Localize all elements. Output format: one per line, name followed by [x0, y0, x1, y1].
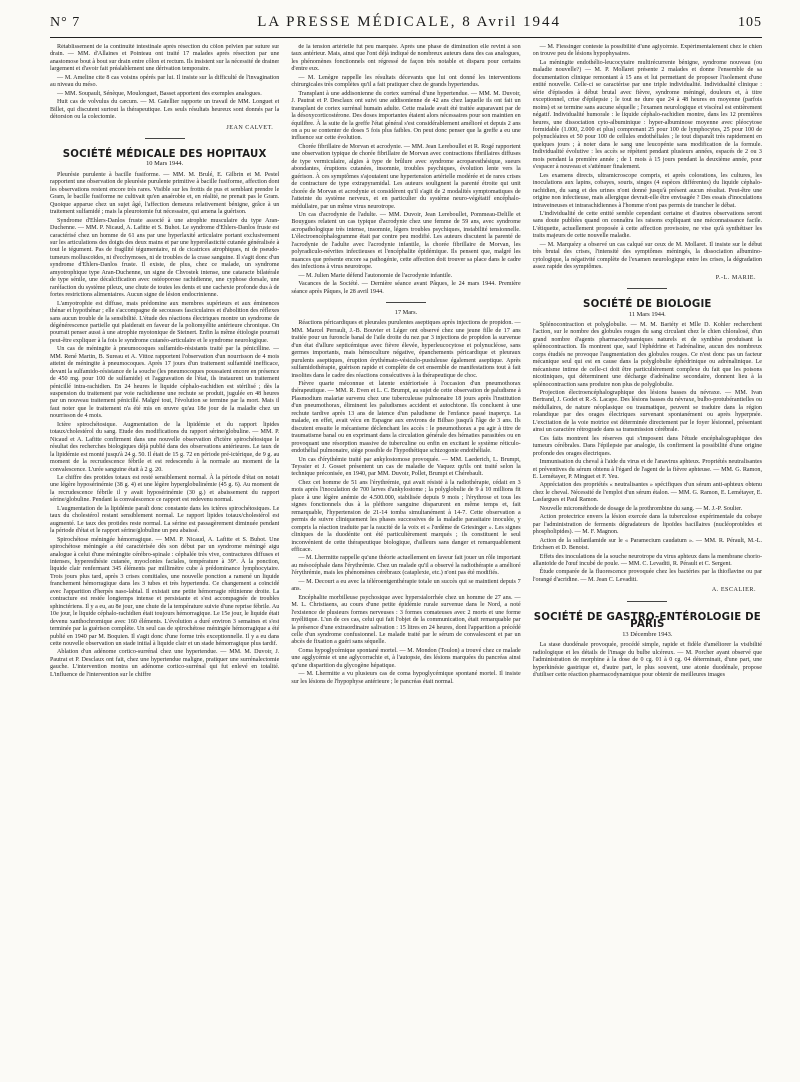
abstract-paragraph: L'augmentation de la lipidémie paraît donc constante dans les ictères spirochétosiques. Le taux du cholestérol restant sensiblement normal. Le rapport lipides totaux/cholestérol est augmenté. Le taux des protides reste normal. La sérine est passagèrement diminuée pendant la période d'état et le rapport sérine/globuline un peu abaissé.: [50, 505, 280, 535]
abstract-paragraph: La stase duodénale provoquée, procédé simple, rapide et fidèle d'améliorer la visibilité radiologique et les détails de l'image du bulbe ulcéreux. — M. Porcher ayant observé que l'administration de morphine à la dose de 0 cg. 01 à 0 cg. 04 déterminait, d'une part, une hyperkinésie gastrique et, d'autre part, le plus souvent, une atonie duodénale, propose d'utiliser cette réaction pharmacodynamique pour obtenir de meilleures images: [532, 642, 762, 678]
col1-items2: [50, 172, 279, 679]
abstract-paragraph: de la tension artérielle fut peu marquée. Après une phase de diminution elle revint à son taux antérieur. Mais, ainsi que l'ont déjà indiqué de nombreux auteurs dans des cas analogues, les phénomènes fonctionnels ont régressé de façon très notable et disparu pour certains d'entre eux.: [291, 44, 521, 73]
session-date: 17 Mars.: [394, 308, 418, 316]
abstract-paragraph: Vacances de la Société. — Dernière séance avant Pâques, le 24 mars 1944. Première séance après Pâques, le 28 avril 1944.: [291, 281, 521, 295]
abstract-paragraph: Spirochétose méningée hémorragique. — MM. P. Nicaud, A. Lafitte et S. Buhot. Une spirochétose méningée a été caractérisée dès son début par un syndrome méningé aigu analogue à celui d'une méningite cérébro-spinale : céphalée très vive, contractures diffuses et intenses, hyperesthésie cutanée, myoclonies faciales, température à 39°. À la ponction, liquide clair renfermant 345 éléments par millimètre cube à prédominance lymphocytaire. Trois jours plus tard, après 3 crises comitiales, une nouvelle ponction a ramené un liquide franchement hémorragique dans les 3 tubes et très hypertendu. Ce changement a coïncidé avec l'apparition d'herpès naso-labial. Il existait une petite hémorragie rétinienne droite. La contracture est restée longtemps intense et persistante et s'est accompagnée de troubles sphinctériens. Il y a eu, au 8e jour, une chute de la température suivie d'une reprise fébrile. Au 10e jour, le liquide céphalo-rachidien était toujours hémorragique. Le 15e jour, le liquide était devenu xanthochromique avec 160 éléments. L'évolution a duré environ 3 semaines et s'est terminée par la guérison complète. Un seul cas de spirochétose méningée hémorragique a été publié en 1940 par M. Boquien. Il s'agit donc d'une forme très exceptionnelle. Il y a eu dans cette nouvelle observation un stade initial à liquide clair et un stade hémorragique plus tardif.: [50, 536, 280, 647]
abstract-paragraph: Effets des inoculations de la souche neurotrope du virus aphteux dans la membrane chorio-allantoïde de l'œuf incubé de poule. — MM. C. Levaditi, R. Pérault et C. Sergent.: [532, 553, 762, 567]
abstract-paragraph: — M. Fiessinger conteste la possibilité d'une aglycémie. Expérimentalement chez le chien on trouve peu de lésions hypophysaires.: [532, 44, 762, 58]
column-2: [291, 44, 520, 1074]
col3-items2: [533, 322, 762, 584]
abstract-paragraph: Coma hypoglycémique spontané mortel. — M. Mondon (Toulon) a trouvé chez ce malade une agglycémie et une aglycorrachie et, à l'autopsie, des lésions marquées du pancréas ainsi qu'une disparition du glycogène hépatique.: [291, 647, 521, 669]
page-number-right: 105: [738, 15, 762, 30]
abstract-paragraph: — M. Julien Marie défend l'autonomie de l'acrodynie infantile.: [298, 272, 453, 279]
abstract-paragraph: Syndrome d'Ehlers-Danlos fruste associé à une atrophie musculaire du type Aran-Duchenne. — MM. P. Nicaud, A. Lafitte et S. Buhot. Le syndrome d'Ehlers-Danlos fruste est caractérisé chez un homme de 61 ans par une hyperlaxité articulaire portant exclusivement sur les articulations des doigts des deux mains et par une hyperélasticité cutanée généralisée à tout le tégument. Pas de fragilité tégumentaire, ni de cicatrices atrophiques, ni de pseudo-tumeurs molluscoïdes, ni d'ecchymoses, ni de troubles de la crase sanguine. Il s'agit donc d'un syndrome d'Ehlers-Danlos fruste. Il existe, de plus, chez ce malade, un syndrome amyotrophique type Aran-Duchenne, un signe de Chvostek intense, une cataracte bilatérale de type sénile, une décalcification avec ostéoporose rachidienne, une cyphose dorsale, une raréfaction du système pileux, une chute de toutes les dents et une cachexie profonde dus à de fortes restrictions alimentaires. Aucun signe de lésion endocrinienne.: [50, 217, 280, 299]
separator: [627, 601, 667, 602]
abstract-paragraph: — M. Ameline cite 8 cas voisins opérés par lui. Il insiste sur la difficulté de l'invagination au niveau du méso.: [50, 74, 280, 89]
abstract-paragraph: Ictère spirochétosique. Augmentation de la lipidémie et du rapport lipides totaux/cholestérol du sang. Etude des modifications du rapport sérine/globuline. — MM. P. Nicaud et A. Lafitte confirment dans une nouvelle observation d'ictère spirochétosique le résultat des recherches biologiques déjà publié dans des observations antérieures. Le taux de la lipidémie est monté jusqu'à 24 g. 50. Il était de 15 g. 72 en période pré-ictérique, de 9 g. au moment de la recrudescence fébrile et est redescendu à la normale au moment de la convalescence. L'urée sanguine était à 2 g. 20.: [50, 421, 280, 473]
abstract-paragraph: Ablation d'un adénome cortico-surrénal chez une hypertendue. — MM. M. Duvoir, J. Pautrat et P. Desclaux ont fait, chez une hypertendue maligne, pratiquer une surrénalectomie gauche. L'intervention montra un adénome cortico-surrénal qui fut enlevé en totalité. L'influence de l'intervention sur le chiffre: [50, 649, 280, 678]
signature: JEAN CALVET.: [226, 124, 274, 131]
abstract-paragraph: Étude comparée de la fluorescence provoquée chez les bactéries par la thioflavine ou par l'orangé d'acridine. — M. Jean C. Levaditi.: [532, 569, 762, 583]
col3-items: [533, 44, 762, 272]
column-3: [533, 44, 762, 1074]
abstract-paragraph: L'amyotrophie est diffuse, mais prédomine aux membres supérieurs et aux éminences thénar et hypothénar ; elle s'accompagne de secousses fasciculaires et d'abolition des réflexes sans aucun trouble de la sensibilité. L'étude des réactions électriques montre un syndrome de dégénérescence partielle qui plaiderait en faveur de la poliomyélite antérieure chronique. On pourrait penser aussi à une atrophie myotonique de Steinert. Enfin la même étiologie pourrait peut-être expliquer à la fois le syndrome cutanéo-articulaire et le syndrome neurologique.: [50, 300, 280, 344]
col2-items2: [291, 320, 520, 686]
abstract-paragraph: Action protectrice envers la lésion exercée dans la tuberculose expérimentale du cobaye par l'administration de ferments dégradateurs de lipoïdes bacillaires (nucléoprotéides et phospholipides). — M. F. Magnon.: [532, 514, 762, 536]
abstract-paragraph: Chorée fibrillaire de Morvan et acrodynie. — MM. Jean Lereboullet et R. Rogé rapportent une observation typique de chorée fibrillaire de Morvan avec contractions fibrillaires diffuses de type vermiculaire, algies à type de brûlure avec syndrome acroparesthésique, sueurs abondantes, éruptions cutanées, insomnie, troubles psychiques, évolution lente vers la guérison. À ces symptômes s'ajoutaient une hypertension artérielle modérée et de rares crises de contracture de type extrapyramidal. Les auteurs soulignent la parenté étroite qui unit chorée de Morvan et acrodynie et considèrent qu'il s'agit de 2 modalités symptomatiques de l'atteinte du système nerveux, et en particulier du système neuro-végétatif encéphalo-médullaire, par un même virus neurotrope.: [291, 143, 521, 210]
society-heading: SOCIÉTÉ DE GASTRO-ENTÉROLOGIE DE PARIS: [533, 611, 761, 631]
abstract-paragraph: — MM. Soupault, Sénèque, Moulonguet, Basset apportent des exemples analogues.: [57, 90, 262, 97]
abstract-paragraph: Encéphalite morbilleuse psychosique avec hypersialorrhée chez un homme de 27 ans. — M. L. Christiaens, au cours d'une petite épidémie rurale survenue dans le Nord, a noté l'existence de plusieurs formes nerveuses : 3 formes comateuses avec 2 morts et une forme myélitique. L'un de ces cas, celui qui fait l'objet de la communication, était remarquable par la présence d'une extraordinaire salivation : 15 litres en 24 heures, dont l'apparition a précédé celle d'un syndrome confusionnel. Le malade traité par le sérum de convalescent et par un abcès de fixation a guéri sans séquelle.: [291, 594, 521, 646]
abstract-paragraph: — M. Lhermitte a vu plusieurs cas de coma hypoglycémique spontané mortel. Il insiste sur les lésions de l'hypophyse antérieure ; le pancréas était normal.: [291, 671, 521, 685]
abstract-paragraph: Réactions péricardiques et pleurales purulentes aseptiques après injections de propidon. — MM. Marcel Perrault, J.-B. Bouvier et Léger ont observé chez une jeune fille de 17 ans traitée pour un furoncle banal de l'aile droite du nez par 3 injections de propidon la survenue d'un état d'allure septicémique avec fièvre élevée, hyperleucocytose et polynucléose, sans germes importants, mais hémoculture négative, épanchements péricardique et pleuraux purulents aseptiques, éruption érythémato-vésiculo-pustuleuse également aseptique. Après sulfamidothérapie, guérison rapide et complète de cet ensemble de manifestations tout à fait insolites dans le cadre des réactions consécutives à la thérapeutique de choc.: [291, 320, 521, 379]
abstract-paragraph: Nouvelle microméthode de dosage de la prothrombine du sang. — M. J.-P. Soulier.: [539, 505, 743, 512]
abstract-paragraph: L'individualité de cette entité semble cependant certaine et d'autres observations seront sans doute publiées quand on connaîtra les raisons expliquant une méconnaissance facile. L'étiquette, actuellement proposée à cette affection provisoire, ne vise qu'à synthétiser les traits majeurs de cette nouvelle maladie.: [532, 210, 762, 240]
abstract-paragraph: Huit cas de volvulus du cæcum. — M. Gatellier rapporte un travail de MM. Longuet et Billet, qui discutent surtout la thérapeutique. Les seuls résultats heureux sont donnés par la détorsion ou la colectomie.: [50, 99, 280, 121]
abstract-paragraph: Projection électroencéphalographique des lésions basses du névraxe. — MM. Ivan Bertrand, J. Godet et R.-S. Lacape. Des lésions basses du névraxe, bulbo-protubérantielles ou médullaires, de nature néoplasique ou traumatique, peuvent se traduire dans la région rolandique par des orages électriques survenant spontanément ou après hyperpnée. L'excitation de la voie motrice est déterminée directement par le foyer lésionnel, présentant ainsi un caractère rétrograde dans sa transmission cérébrale.: [532, 390, 762, 434]
separator: [627, 288, 667, 289]
society-heading: SOCIÉTÉ MÉDICALE DES HOPITAUX: [62, 148, 267, 160]
abstract-paragraph: — M. Decourt a eu avec la téléroentgenthérapie totale un succès qui se maintient depuis 7 ans.: [291, 578, 521, 593]
signature: P.-L. MARIE.: [715, 274, 756, 281]
abstract-paragraph: Un cas d'acrodynie de l'adulte. — MM. Duvoir, Jean Lereboullet, Pommeau-Delille et Bouygues relatent un cas typique d'acrodynie chez une femme de 59 ans, avec syndrome acropathologique très intense, insomnie, légers troubles psychiques, instabilité tensionnelle. L'électroencéphalogramme était par contre peu modifié. Les auteurs discutent la parenté de l'acrodynie de l'adulte avec l'acrodynie infantile, la chorée fibrillaire de Morvan, les polyradiculo-névrites infectieuses et l'encéphalite épidémique. Ils pensent que, malgré les nuances que présente encore sa pathogénie, cette affection doit trouver sa place dans le cadre des infections à virus neurotrope.: [291, 211, 521, 271]
abstract-paragraph: Les examens directs, ultramicroscope compris, et après colorations, les cultures, les inoculations aux lapins, cobayes, souris, singes (4 espèces différentes) du liquide céphalo-rachidien, du sang et des urines n'ont donné jusqu'à présent aucun résultat. Peut-être une origine non infectieuse, mais allergique devrait-elle être envisagée ? Des essais d'inoculations intraveineuses et intrarachidiennes à l'homme n'ont pas permis de trancher le débat.: [532, 172, 762, 209]
abstract-paragraph: Appréciation des propriétés « neutralisantes » spécifiques d'un sérum anti-aphteux obtenu chez le cheval. Nécessité de l'emploi d'un sérum étalon. — MM. G. Ramon, E. Lemétayer, E. Lasfargues et Paul Ramon.: [532, 482, 762, 504]
col3-items3: [533, 642, 762, 679]
abstract-paragraph: Le chiffre des protides totaux est resté sensiblement normal. À la période d'état on notait une légère hyposérinémie (38 g. 4) et une légère hyperglobulinémie (45 g. 6). Au moment de la recrudescence fébrile il y avait hyposérinémie (30 g.) et abaissement du rapport sérine/globuline. Pendant la convalescence ce rapport est redevenu normal.: [50, 475, 280, 504]
abstract-paragraph: Un cas d'érythémie traité par ankylostomose provoquée. — MM. Laederich, L. Brumpt, Teyssier et J. Gosset présentent un cas de maladie de Vaquez qu'ils ont traité selon la technique préconisée, en 1940, par MM. Duvoir, Pollet, Brumpt et Chérebault.: [291, 456, 521, 478]
session-date: 11 Mars 1944.: [628, 310, 666, 318]
page-number-left: N° 7: [50, 15, 81, 30]
abstract-paragraph: Transplant à une addisonienne du cortex surrénal d'une hypertendue. — MM. M. Duvoir, J. Pautrat et P. Desclaux ont suivi une addisonienne de 42 ans chez laquelle ils ont fait un transplant de cortex surrénal humain adulte. Cette malade avait été traitée auparavant par de la désoxycorticostérone. Des doses importantes étaient alors nécessaires pour son maintien en équilibre. À la suite de la greffe l'état général s'est considérablement amélioré et depuis 2 ans on a pu se contenter de doses 5 fois plus faibles. On peut donc penser que la greffe a eu une influence sur cette évolution.: [291, 90, 521, 142]
separator: [386, 302, 426, 303]
column-1: [50, 44, 279, 1074]
abstract-paragraph: Splénocontraction et polyglobulie. — M. M. Bariéty et Mlle D. Kohler recherchent l'action, sur le nombre des globules rouges du sang circulant chez le chien chloralosé, d'un grand nombre d'agents pharmacodynamiques naturels et de synthèse produisant la splénocontraction. Ils montrent que, sauf l'éphédrine et l'adrénaline, aucun des nombreux corps étudiés ne provoque l'augmentation des globules rouges. Ce n'est donc pas un facteur mécanique seul qui est en cause dans la polyglobulie éphédrinique ou adrénalinique. Le mécanisme intime de celle-ci doit être particulièrement complexe du fait que les poisons nicotiniques, qui déterminent une décharge d'adrénaline secondaire, donnent lieu à la splénocontraction sans produire non plus de polyglobulie.: [532, 321, 762, 388]
signature: A. ESCALIER.: [711, 587, 756, 594]
separator: [145, 138, 185, 139]
abstract-paragraph: Un cas de méningite à pneumocoques sulfamido-résistants traité par la pénicilline. — MM. René Martin, B. Sureau et A. Vittoz rapportent l'observation d'un nourrisson de 4 mois atteint de méningite à pneumocoques. Après 17 jours d'un traitement sulfamidé inefficace, devant la sulfamido-résistance de la souche (les pneumocoques poussaient encore en présence de 450 mg. pour 100 de sulfamide) et l'aggravation de l'état, ils instaurent un traitement pénicillé intra-rachidien. En 24 heures le liquide céphalo-rachidien est stérilisé ; dès la suspension du traitement par voie rachidienne une rechute se produit, jugulée en 48 heures par un nouveau traitement pénicillé. Malgré tout, l'évolution se termine par la mort. Mais il faut noter que le traitement n'a été mis en œuvre qu'au 18e jour de la maladie chez un nourrisson de 4 mois.: [50, 346, 280, 420]
columns: [50, 44, 762, 1074]
abstract-paragraph: Chez cet homme de 51 ans l'érythrémie, qui avait résisté à la radiothérapie, cédait en 3 mois après l'inoculation de 700 larves d'ankylostome ; la polyglobulie de 9 à 10 millions fit place à une légère anémie de 4.500.000, stabilisée depuis 9 mois ; l'érythrose et tous les signes fonctionnels dus à la pléthore sanguine disparurent en même temps et, fait remarquable, l'hypertension de 21-14 tomba simultanément à 14-7. Cette observation a permis de suivre cliniquement les phases successives de la maladie parasitaire inoculée, y compris la réaction traduite par la raucité de la voix et « l'œdème de Griesinger ». Les signes cliniques de la duodénite ont été particulièrement marqués ; ils constituent le seul inconvénient de cette thérapeutique biologique, d'ailleurs sans danger et remarquablement efficace.: [291, 479, 521, 553]
abstract-paragraph: Action de la sulfanilamide sur le « Paramecium caudatum ». — MM. R. Pérault, M.-L. Erichsen et D. Benoist.: [532, 537, 762, 552]
society-heading: SOCIÉTÉ DE BIOLOGIE: [583, 299, 712, 311]
abstract-paragraph: — M. Lenègre rappelle les résultats décevants que lui ont donné les interventions chirurgicales très complètes qu'il a fait pratiquer chez de grands hypertendus.: [291, 74, 521, 89]
running-head: [50, 14, 762, 38]
col2-items: [291, 44, 520, 296]
session-date: 10 Mars 1944.: [146, 160, 184, 168]
abstract-paragraph: Immunisation du cheval à l'aide du virus et de l'anavirus aphteux. Propriétés neutralisantes et préventives du sérum obtenu à l'égard de l'agent de la fièvre aphteuse. — MM. G. Ramon, E. Lemétayer, P. Minguet et F. Yeu.: [532, 459, 762, 481]
abstract-paragraph: — M. Marquézy a observé un cas calqué sur ceux de M. Mollaret. Il insiste sur le début très brutal des crises, l'intensité des symptômes méningés, la dissociation albumino-cytologique, la négativité complète de l'examen neurologique entre les crises, la dégradation assez rapide des symptômes.: [532, 241, 762, 271]
session-date: 13 Décembre 1943.: [622, 630, 673, 638]
abstract-paragraph: — M. Lhermitte rappelle qu'une théorie actuellement en faveur fait jouer un rôle important au mésocéphale dans l'érythrémie. Chez un malade qu'il a observé la radiothérapie a amélioré l'érythrémie, mais les phénomènes cérébraux (cataplexie, etc.) n'ont pas été modifiés.: [291, 555, 521, 577]
abstract-paragraph: Fièvre quarte méconnue et latente extériorisée à l'occasion d'un pneumothorax thérapeutique. — MM. R. Even et L. C. Brumpt, au sujet de cette observation de paludisme à Plasmodium malariæ survenu chez une tuberculeuse pulmonaire 18 jours après l'institution d'un pneumothorax, éliminent les paludismes accident et autochtone. Ils concluent à une rechute tardive après 13 ans de latence d'un paludisme de l'enfance passé inaperçu. La malade, en effet, avait vécu en Espagne aux environs de Bilbao jusqu'à l'âge de 3 ans. Ils discutent ensuite le mécanisme déclenchant les accès : le pneumothorax a pu agir à titre de traumatisme banal ou en exprimant dans la circulation générale des hématies parasitées ou en provoquant une résorption massive de tuberculine ou enfin en excitant le système réticulo-endothélial pulmonaire, siège possible de l'hypothétique schizogonie endothéliale.: [291, 381, 521, 455]
abstract-paragraph: Rétablissement de la continuité intestinale après résection du côlon pelvien par suture sur drain. — MM. d'Allaines et Pointeau ont traité 17 malades après résection par une anastomose bout à bout sur drain entre côlon et rectum. Ils insistent sur la nécessité de drainer largement et d'avoir fait préalablement une dérivation temporaire.: [50, 44, 280, 73]
abstract-paragraph: Ces faits montrent les réserves qui s'imposent dans l'étude encéphalographique des tumeurs cérébrales. Dans l'épilepsie par analogie, ils confirment la possibilité d'une origine profonde des orages électriques.: [532, 435, 762, 457]
col1-items: [50, 44, 279, 122]
abstract-paragraph: Pleurésie purulente à bacille fusiforme. — MM. M. Brulé, E. Gilbrin et M. Pestel rapportent une observation de pleurésie purulente primitive à bacille fusiforme, affection dont les observations restent encore très rares. Visible sur les frottis de pus et semblant prendre le Gram, le bacille fusiforme ne cultivait qu'en anaérobie et, en réalité, ne prenait pas le Gram. Quoique apparue chez un sujet âgé, l'affection demeura relativement bénigne, grâce à un traitement sulfamidé ; mais la pleurotomie fut nécessaire, qui amena la guérison.: [50, 171, 280, 216]
abstract-paragraph: La méningite endothélio-leucocytaire multirécurrente bénigne, syndrome nouveau (ou maladie nouvelle?) — M. P. Mollaret présente 2 malades et donne l'ensemble de sa documentation clinique remontant à 15 ans et lui permettant de proposer l'isolement d'une entité nouvelle. Celle-ci se caractérise par une triple individualité. Individualité clinique : série d'épisodes à début brutal avec fièvre, syndrome méningé, douleurs et, à titre exceptionnel, crise d'épilepsie ; le tout ne dure que 24 à 48 heures en moyenne (parfois moins) et se termine sans aucune séquelle ; l'examen neurologique et viscéral est entièrement négatif. Individualité humorale : le liquide céphalo-rachidien montre, dans les 12 premières heures, une dissociation cyto-albuminique : hyper-albuminose moyenne avec pléocytose formidable (1.000, 2.000 et plus) comprenant 25 pour 100 de lymphocytes, 25 pour 100 de polynucléaires et 50 pour 100 de cellules endothéliales ; le tout disparaît très rapidement en quelques jours ; à noter dans le sang une leucopénie sans modification de la formule. Individualité évolutive : les accès se répètent pendant plusieurs années, espacés de 2 ou 3 mois pendant la première année ; de 1 mois à 15 jours pendant la deuxième année, pour s'espacer à nouveau et s'atténuer finalement.: [532, 59, 762, 171]
journal-title: LA PRESSE MÉDICALE, 8 Avril 1944: [257, 14, 561, 30]
